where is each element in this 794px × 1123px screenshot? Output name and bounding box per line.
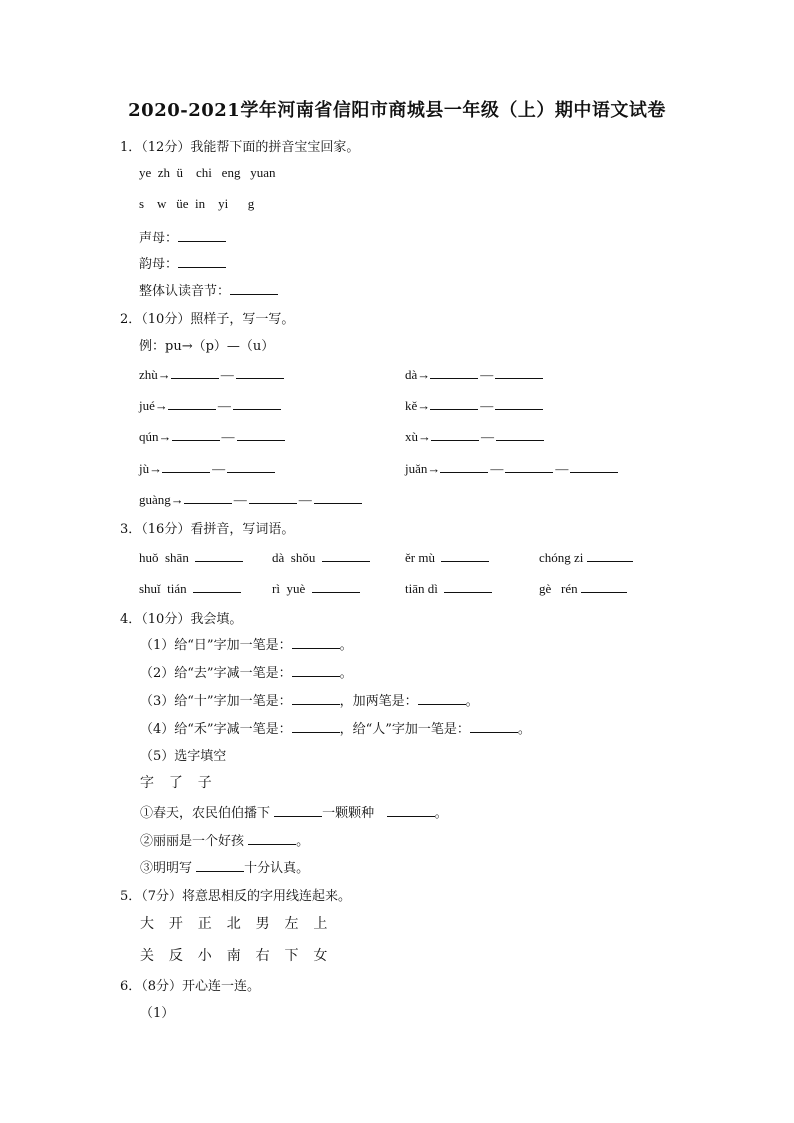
answer-blank[interactable]: [184, 491, 232, 504]
q2-item-label: jué→: [139, 398, 168, 413]
dash: —: [555, 461, 569, 476]
q4-heading: 4．（10分）我会填。: [120, 612, 243, 627]
q4-sub-2: [140, 662, 353, 681]
q3-word-7: [405, 580, 492, 597]
answer-blank[interactable]: [470, 720, 518, 733]
q3-word-6: [272, 580, 360, 597]
answer-blank[interactable]: [431, 428, 479, 441]
answer-blank[interactable]: [195, 549, 243, 562]
q2-item-label: kě→: [405, 398, 431, 413]
q4-sub-text: （3）给“十”字加一笔是：: [140, 694, 292, 709]
fill-text: ①春天，农民伯伯播下: [140, 806, 271, 821]
q4-sub-text: （4）给“禾”字减一笔是：: [140, 722, 292, 737]
answer-blank[interactable]: [505, 460, 553, 473]
q5-row-1: 大 开 正 北 男 左 上: [140, 916, 330, 932]
answer-blank[interactable]: [441, 549, 489, 562]
q1-pinyin-row-1: ye zh ü chi eng yuan: [139, 165, 276, 180]
q2-example: 例：pu→（p）—（u）: [139, 339, 275, 354]
answer-blank[interactable]: [312, 580, 360, 593]
dash: —: [217, 398, 231, 413]
yunmu-label: 韵母：: [139, 257, 179, 272]
q5-row-2: 关 反 小 南 右 下 女: [140, 948, 330, 964]
answer-blank[interactable]: [430, 366, 478, 379]
q2-item-label: xù→: [405, 429, 431, 444]
yunmu-blank[interactable]: [178, 255, 226, 268]
answer-blank[interactable]: [495, 397, 543, 410]
q4-sub-1: [140, 634, 353, 653]
q3-word-8: [539, 580, 627, 597]
dash: —: [233, 492, 247, 507]
q4-sub-text: （2）给“去”字减一笔是：: [140, 666, 292, 681]
q4-sub-text: ，给“人”字加一笔是：: [339, 722, 470, 737]
answer-blank[interactable]: [292, 720, 340, 733]
q1-heading: 1．（12分）我能帮下面的拼音宝宝回家。: [120, 140, 360, 155]
answer-blank[interactable]: [440, 460, 488, 473]
answer-blank[interactable]: [430, 397, 478, 410]
answer-blank[interactable]: [237, 428, 285, 441]
q4-sub-4: [140, 718, 531, 737]
q2-item-qun: [139, 428, 285, 445]
period: 。: [465, 694, 479, 709]
q2-item-guang: [139, 491, 362, 508]
dash: —: [212, 461, 226, 476]
pinyin-word: dà shǒu: [272, 550, 316, 565]
q1-zhengti-line: [139, 280, 278, 299]
q3-word-2: [272, 549, 370, 566]
q4-sub-5: （5）选字填空: [140, 749, 227, 764]
answer-blank[interactable]: [248, 832, 296, 845]
dash: —: [480, 367, 494, 382]
zhengti-blank[interactable]: [230, 282, 278, 295]
q1-shengmu-line: [139, 227, 226, 246]
fill-text: 十分认真。: [244, 861, 310, 876]
answer-blank[interactable]: [292, 664, 340, 677]
answer-blank[interactable]: [570, 460, 618, 473]
period: 。: [296, 834, 310, 849]
q2-item-ke: [405, 397, 543, 414]
answer-blank[interactable]: [495, 366, 543, 379]
pinyin-word: rì yuè: [272, 581, 306, 596]
answer-blank[interactable]: [233, 397, 281, 410]
pinyin-word: gè rén: [539, 581, 578, 596]
q6-heading: 6．（8分）开心连一连。: [120, 979, 261, 994]
q3-word-3: [405, 549, 489, 566]
q2-item-da: [405, 366, 543, 383]
pinyin-word: tiān dì: [405, 581, 438, 596]
q6-sub-1: （1）: [140, 1006, 175, 1021]
q4-fill-1: [140, 802, 448, 821]
q2-item-label: jù→: [139, 461, 163, 476]
pinyin-word: shuǐ tián: [139, 581, 187, 596]
answer-blank[interactable]: [168, 397, 216, 410]
fill-text: 一颗颗种: [322, 806, 375, 821]
period: 。: [517, 722, 531, 737]
q4-fill-3: [140, 857, 309, 876]
q2-item-zhu: [139, 366, 284, 383]
dash: —: [220, 367, 234, 382]
answer-blank[interactable]: [162, 460, 210, 473]
answer-blank[interactable]: [193, 580, 241, 593]
answer-blank[interactable]: [249, 491, 297, 504]
q3-word-5: [139, 580, 241, 597]
answer-blank[interactable]: [387, 804, 435, 817]
q4-sub-text: ，加两笔是：: [339, 694, 418, 709]
q3-word-1: [139, 549, 243, 566]
period: 。: [339, 638, 353, 653]
answer-blank[interactable]: [322, 549, 370, 562]
q4-fill-2: [140, 830, 309, 849]
dash: —: [490, 461, 504, 476]
shengmu-blank[interactable]: [178, 229, 226, 242]
answer-blank[interactable]: [274, 804, 322, 817]
answer-blank[interactable]: [418, 692, 466, 705]
answer-blank[interactable]: [227, 460, 275, 473]
dash: —: [480, 398, 494, 413]
answer-blank[interactable]: [196, 859, 244, 872]
dash: —: [298, 492, 312, 507]
answer-blank[interactable]: [172, 428, 220, 441]
q2-item-label: juǎn→: [405, 461, 441, 476]
dash: —: [481, 429, 494, 444]
q2-item-xu: [405, 428, 544, 445]
answer-blank[interactable]: [496, 428, 544, 441]
answer-blank[interactable]: [587, 549, 633, 562]
period: 。: [339, 666, 353, 681]
q2-item-label: qún→: [139, 429, 172, 444]
shengmu-label: 声母：: [139, 231, 179, 246]
q4-char-choices: 字 了 子: [140, 775, 214, 791]
q4-sub-text: （1）给“日”字加一笔是：: [140, 638, 292, 653]
answer-blank[interactable]: [581, 580, 627, 593]
q2-heading: 2．（10分）照样子，写一写。: [120, 312, 295, 327]
q1-yunmu-line: [139, 253, 226, 272]
q2-item-label: dà→: [405, 367, 431, 382]
q1-pinyin-row-2: s w üe in yi g: [139, 196, 255, 211]
pinyin-word: ěr mù: [405, 550, 435, 565]
period: 。: [434, 806, 448, 821]
q2-item-ju: [139, 460, 275, 477]
q2-item-jue: [139, 397, 281, 414]
q3-heading: 3．（16分）看拼音，写词语。: [120, 522, 295, 537]
answer-blank[interactable]: [444, 580, 492, 593]
pinyin-word: huǒ shān: [139, 550, 189, 565]
q2-item-label: zhù→: [139, 367, 171, 382]
zhengti-label: 整体认读音节：: [139, 284, 231, 299]
answer-blank[interactable]: [171, 366, 219, 379]
pinyin-word: chóng zi: [539, 550, 584, 565]
q2-item-label: guàng→: [139, 492, 184, 507]
page-title: 2020-2021学年河南省信阳市商城县一年级（上）期中语文试卷: [128, 100, 666, 121]
dash: —: [221, 429, 235, 444]
q5-heading: 5．（7分）将意思相反的字用线连起来。: [120, 889, 352, 904]
fill-text: ③明明写: [140, 861, 193, 876]
q2-item-juan: [405, 460, 618, 477]
fill-text: ②丽丽是一个好孩: [140, 834, 245, 849]
q3-word-4: [539, 549, 633, 566]
q4-sub-3: [140, 690, 479, 709]
answer-blank[interactable]: [236, 366, 284, 379]
answer-blank[interactable]: [292, 692, 340, 705]
answer-blank[interactable]: [292, 636, 340, 649]
answer-blank[interactable]: [314, 491, 362, 504]
